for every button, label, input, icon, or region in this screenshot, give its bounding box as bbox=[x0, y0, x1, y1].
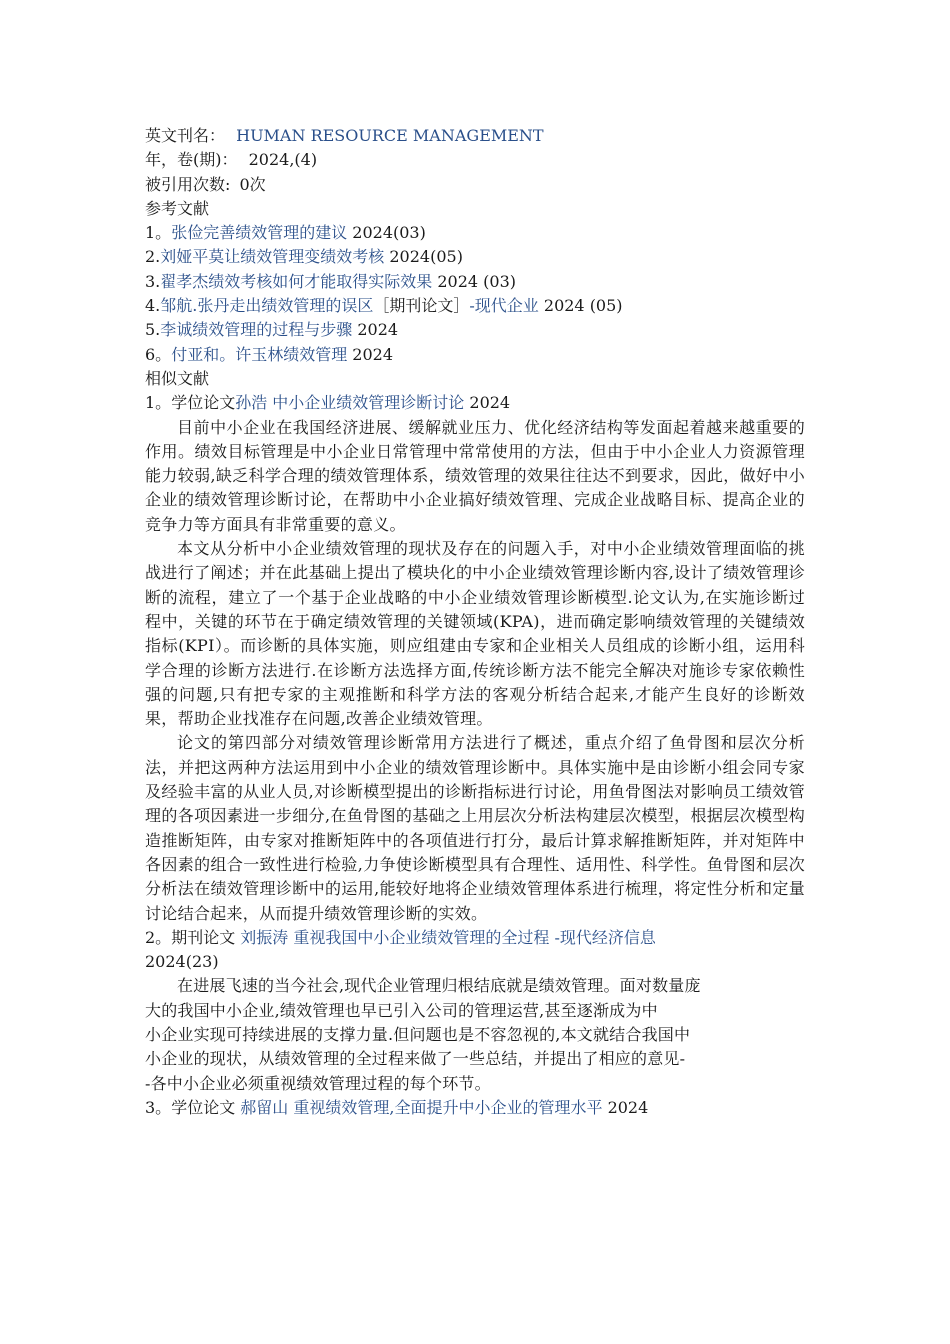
reference-link[interactable]: 邹航.张丹走出绩效管理的误区 bbox=[160, 296, 374, 316]
reference-number: 5. bbox=[145, 320, 161, 340]
reference-item bbox=[145, 294, 805, 318]
references-heading: 参考文献 bbox=[145, 198, 210, 218]
abstract-paragraph bbox=[145, 974, 805, 1095]
abstract-line: 小企业的现状，从绩效管理的全过程来做了一些总结，并提出了相应的意见- bbox=[145, 1049, 686, 1069]
similar-type: 学位论文 bbox=[171, 393, 236, 413]
reference-year: 2024(05) bbox=[384, 247, 463, 267]
similar-item-title bbox=[145, 1096, 805, 1120]
reference-number: 3. bbox=[145, 271, 161, 291]
similar-type: 期刊论文 bbox=[171, 927, 236, 947]
abstract-line: 小企业实现可持续进展的支撑力量.但问题也是不容忽视的,本文就结合我国中 bbox=[145, 1024, 691, 1044]
reference-link[interactable]: 刘娅平莫让绩效管理变绩效考核 bbox=[160, 247, 385, 267]
reference-year: 2024(03) bbox=[347, 223, 426, 243]
similar-number: 3。 bbox=[145, 1097, 172, 1117]
similar-heading: 相似文献 bbox=[145, 368, 210, 388]
year-volume-value: 2024,(4) bbox=[248, 150, 318, 170]
reference-link[interactable]: 翟孝杰绩效考核如何才能取得实际效果 bbox=[160, 271, 433, 291]
cited-count-value: 0次 bbox=[239, 174, 266, 194]
abstract-line: 大的我国中小企业,绩效管理也早已引入公司的管理运营,甚至逐渐成为中 bbox=[145, 1000, 658, 1020]
similar-link[interactable]: 郝留山 重视绩效管理,全面提升中小企业的管理水平 bbox=[240, 1097, 603, 1117]
year-volume-label: 年，卷(期)： bbox=[145, 150, 238, 170]
reference-number: 6。 bbox=[145, 344, 172, 364]
cited-count-row bbox=[145, 173, 805, 197]
reference-item bbox=[145, 343, 805, 367]
document-page bbox=[145, 124, 805, 1120]
similar-number: 1。 bbox=[145, 393, 172, 413]
cited-count-label: 被引用次数: bbox=[145, 174, 231, 194]
abstract-paragraph: 目前中小企业在我国经济进展、缓解就业压力、优化经济结构等发面起着越来越重要的作用。绩效目标管理是中小企业日常管理中常常使用的方法，但由于中小企业人力资源管理能力较弱,缺乏科学合理的绩效管理体系，绩效管理的效果往往达不到要求，因此，做好中小企业的绩效管理诊断讨论，在帮助中小企业搞好绩效管理、完成企业战略目标、提高企业的竞争力等方面具有非常重要的意义。 bbox=[145, 417, 805, 534]
reference-link[interactable]: 付亚和。许玉林绩效管理 bbox=[171, 344, 348, 364]
similar-link[interactable]: 孙浩 中小企业绩效管理诊断讨论 bbox=[235, 393, 465, 413]
similar-type: 学位论文 bbox=[171, 1097, 236, 1117]
reference-item bbox=[145, 318, 805, 342]
reference-number: 1。 bbox=[145, 223, 172, 243]
english-title-value[interactable]: HUMAN RESOURCE MANAGEMENT bbox=[236, 126, 544, 145]
abstract-paragraph: 论文的第四部分对绩效管理诊断常用方法进行了概述，重点介绍了鱼骨图和层次分析法，并把这两种方法运用到中小企业的绩效管理诊断中。具体实施中是由诊断小组会同专家及经验丰富的从业人员,对诊断模型提出的诊断指标进行讨论，用鱼骨图法对影响员工绩效管理的各项因素进一步细分,在鱼骨图的基础之上用层次分析法构建层次模型，根据层次模型构造推断矩阵，由专家对推断矩阵中的各项值进行打分，最后计算求解推断矩阵，并对矩阵中各因素的组合一致性进行检验,力争使诊断模型具有合理性、适用性、科学性。鱼骨图和层次分析法在绩效管理诊断中的运用,能较好地将企业绩效管理体系进行梳理，将定性分析和定量讨论结合起来，从而提升绩效管理诊断的实效。 bbox=[145, 733, 805, 923]
reference-item bbox=[145, 221, 805, 245]
similar-item-title bbox=[145, 391, 805, 415]
reference-link[interactable]: 李诚绩效管理的过程与步骤 bbox=[160, 320, 353, 340]
reference-type-tag: ［期刊论文］ bbox=[373, 296, 470, 316]
reference-year: 2024 (05) bbox=[538, 296, 623, 316]
year-volume-row bbox=[145, 148, 805, 172]
reference-item bbox=[145, 245, 805, 269]
similar-year: 2024 bbox=[602, 1097, 649, 1117]
similar-item-title bbox=[145, 926, 805, 950]
similar-year: 2024 bbox=[464, 393, 511, 413]
abstract-line: -各中小企业必须重视绩效管理过程的每个环节。 bbox=[145, 1073, 491, 1093]
english-title-label: 英文刊名： bbox=[145, 126, 226, 145]
reference-item bbox=[145, 270, 805, 294]
reference-year: 2024 (03) bbox=[432, 271, 517, 291]
english-title-row bbox=[145, 124, 805, 148]
reference-year: 2024 bbox=[347, 344, 394, 364]
reference-number: 2. bbox=[145, 247, 161, 267]
abstract-paragraph: 本文从分析中小企业绩效管理的现状及存在的问题入手，对中小企业绩效管理面临的挑战进行了阐述；并在此基础上提出了模块化的中小企业绩效管理诊断内容,设计了绩效管理诊断的流程，建立了一个基于企业战略的中小企业绩效管理诊断模型.论文认为,在实施诊断过程中，关键的环节在于确定绩效管理的关键领域(KPA)，进而确定影响绩效管理的关键绩效指标(KPI）。而诊断的具体实施，则应组建由专家和企业相关人员组成的诊断小组，运用科学合理的诊断方法进行.在诊断方法选择方面,传统诊断方法不能完全解决对施诊专家依赖性强的问题,只有把专家的主观推断和科学方法的客观分析结合起来,才能产生良好的诊断效果，帮助企业找准存在问题,改善企业绩效管理。 bbox=[145, 539, 805, 729]
similar-link[interactable]: 刘振涛 重视我国中小企业绩效管理的全过程 -现代经济信息 bbox=[240, 927, 656, 947]
reference-number: 4. bbox=[145, 296, 161, 316]
similar-number: 2。 bbox=[145, 927, 172, 947]
reference-link[interactable]: 张俭完善绩效管理的建议 bbox=[171, 223, 348, 243]
abstract-line: 在进展飞速的当今社会,现代企业管理归根结底就是绩效管理。面对数量庞 bbox=[177, 976, 701, 996]
reference-year: 2024 bbox=[352, 320, 399, 340]
reference-journal-link[interactable]: -现代企业 bbox=[469, 296, 539, 316]
similar-year: 2024(23) bbox=[145, 952, 219, 972]
